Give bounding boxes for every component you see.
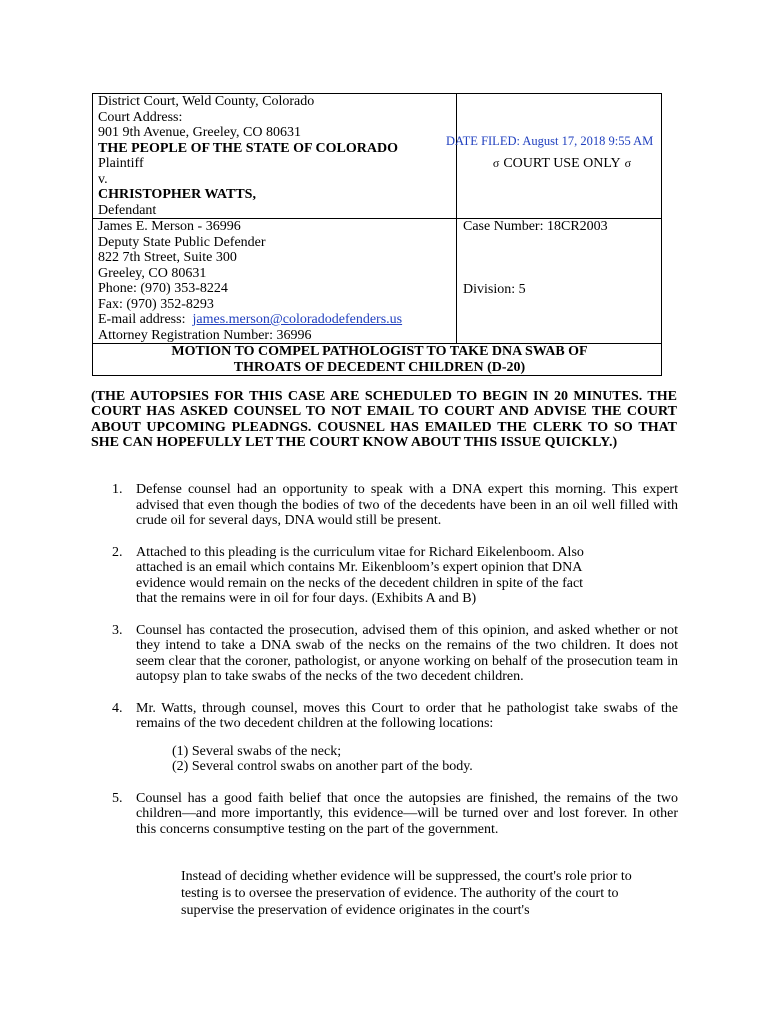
- attorney-line: Deputy State Public Defender: [98, 234, 266, 250]
- case-number: Case Number: 18CR2003: [463, 219, 608, 234]
- court-name: District Court, Weld County, Colorado: [98, 94, 315, 109]
- paragraph-text: Defense counsel had an opportunity to speak with a DNA expert this morning. This expert advised that even though the bodies of two of the decedents have been in an oil well filled with crude oil for several days, DNA would still be present.: [136, 482, 678, 528]
- versus: v.: [98, 171, 108, 187]
- motion-title-line1: MOTION TO COMPEL PATHOLOGIST TO TAKE DNA SWAB OF: [171, 344, 588, 359]
- court-use-cell: [457, 94, 662, 219]
- email-link[interactable]: james.merson@coloradodefenders.us: [192, 312, 403, 327]
- swab-location-item: (2) Several control swabs on another part of the body.: [172, 759, 473, 774]
- attorney-registration: Attorney Registration Number: 36996: [98, 327, 312, 343]
- attorney-line: Fax: (970) 352-8293: [98, 296, 214, 312]
- paragraph-text: Counsel has contacted the prosecution, advised them of this opinion, and asked whether or not they intend to take a DNA swab of the necks on the remains of the two children. It does not seem clear that the coroner, pathologist, or anyone working on behalf of the prosecution team in autopsy plan to take swabs of the necks of the two decedent children.: [136, 622, 678, 684]
- swab-locations-list: [148, 744, 678, 775]
- paragraph-number: 2.: [112, 544, 123, 560]
- attorney-line: 822 7th Street, Suite 300: [98, 250, 237, 265]
- paragraph-item: [112, 623, 678, 685]
- paragraph-text: Counsel has a good faith belief that once the autopsies are finished, the remains of the two children—and more importantly, this evidence—will be turned over and lost forever. In other this concerns consumptive testing on the part of the government.: [136, 790, 678, 837]
- urgent-notice: (THE AUTOPSIES FOR THIS CASE ARE SCHEDULED TO BEGIN IN 20 MINUTES. THE COURT HAS ASKED COUNSEL TO NOT EMAIL TO COURT AND ADVISE THE COURT ABOUT UPCOMING PLEADNGS. COUSNEL HAS EMAILED THE CLERK TO SO THAT SHE CAN HOPEFULLY LET THE COURT KNOW ABOUT THIS ISSUE QUICKLY.): [91, 389, 677, 451]
- attorney-cell: [93, 219, 457, 344]
- court-use-only-text: COURT USE ONLY: [503, 156, 621, 171]
- court-address: 901 9th Avenue, Greeley, CO 80631: [98, 125, 301, 140]
- paragraph-number: 5.: [112, 790, 123, 806]
- email-line: [98, 312, 456, 328]
- motion-title-line2: THROATS OF DECEDENT CHILDREN (D-20): [233, 359, 526, 375]
- attorney-line: Phone: (970) 353-8224: [98, 281, 228, 296]
- paragraph-item: [112, 545, 678, 607]
- court-use-symbol-left: σ: [492, 156, 500, 170]
- motion-title-cell: [93, 344, 662, 376]
- paragraph-item: [112, 791, 678, 838]
- division: Division: 5: [463, 281, 526, 297]
- paragraph-item: [112, 701, 678, 775]
- paragraph-number: 1.: [112, 482, 123, 497]
- plaintiff-name: THE PEOPLE OF THE STATE OF COLORADO: [98, 140, 399, 156]
- paragraph-number: 3.: [112, 622, 123, 638]
- numbered-paragraphs: [112, 482, 678, 853]
- paragraph-text: Mr. Watts, through counsel, moves this Court to order that he pathologist take swabs of the remains of the two decedent children at the following locations:: [136, 700, 678, 731]
- case-law-quote: Instead of deciding whether evidence will be suppressed, the court's role prior to testing is to oversee the preservation of evidence. The authority of the court to supervise the preservation of evidence originates in the court's: [181, 869, 632, 918]
- court-use-only-label: [463, 94, 661, 172]
- parties-cell: [93, 94, 457, 219]
- court-address-label: Court Address:: [98, 109, 183, 125]
- attorney-line: Greeley, CO 80631: [98, 265, 207, 281]
- plaintiff-role: Plaintiff: [98, 156, 144, 171]
- court-use-symbol-right: σ: [624, 156, 632, 170]
- case-info-cell: [457, 219, 662, 344]
- defendant-role: Defendant: [98, 202, 157, 218]
- swab-location-item: (1) Several swabs of the neck;: [172, 743, 342, 759]
- attorney-line: James E. Merson - 36996: [98, 219, 241, 234]
- paragraph-number: 4.: [112, 700, 123, 716]
- paragraph-text: Attached to this pleading is the curriculum vitae for Richard Eikelenboom. Also attached is an email which contains Mr. Eikenbloom’s expert opinion that DNA evidence would remain on the necks of the decedent children in spite of the fact that the remains were in oil for four days. (Exhibits A and B): [136, 544, 584, 606]
- defendant-name: CHRISTOPHER WATTS,: [98, 187, 256, 202]
- email-label: E-mail address:: [98, 312, 186, 327]
- date-filed-stamp: DATE FILED: August 17, 2018 9:55 AM: [446, 134, 654, 148]
- paragraph-item: [112, 482, 678, 529]
